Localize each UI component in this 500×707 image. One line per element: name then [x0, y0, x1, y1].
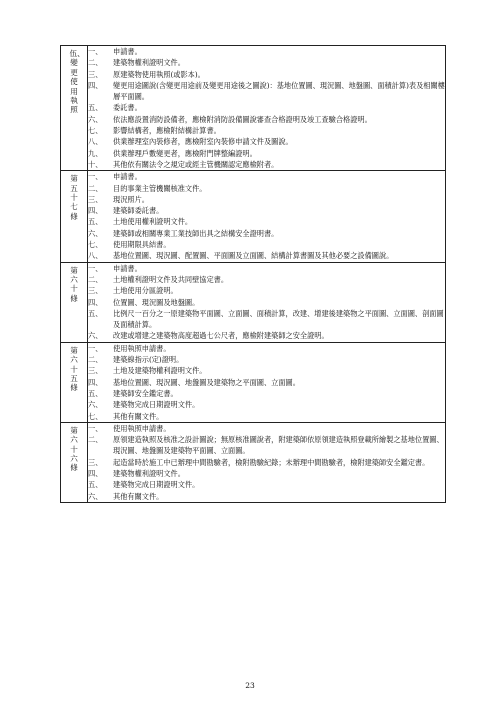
item-text: 申請書。: [113, 263, 142, 273]
item-text: 供業辦理室內裝修者，應檢附室內裝修申請文件及圖說。: [113, 137, 293, 147]
list-item: [88, 69, 445, 80]
list-item: [88, 57, 445, 68]
list-item: [88, 468, 445, 479]
item-text: 土地權利證明文件及共同壁協定書。: [113, 274, 229, 284]
section-row: [61, 171, 446, 262]
item-text: 使用執照申請書。: [113, 343, 171, 353]
item-text: 土地使用分區證明。: [113, 286, 178, 296]
list-item: [88, 159, 445, 170]
list-item: [88, 148, 445, 159]
item-number: 五、: [88, 103, 103, 113]
item-number: 三、: [88, 69, 103, 79]
item-text: 使用執照申請書。: [113, 423, 171, 433]
item-text: 變更用途圖說(含變更用途前及變更用途後之圖說)：基地位置圖、現況圖、地盤圖、面積計算)表及相關樓層平面圖。: [113, 80, 445, 102]
section-label: 第五十七條: [70, 174, 78, 221]
list-item: [88, 365, 445, 376]
list-item: [88, 411, 445, 422]
item-text: 基地位置圖、現況圖、配置圖、平面圖及立面圖、結構計算書圖及其他必要之設備圖說。: [113, 251, 394, 261]
item-text: 土地使用權利證明文件。: [113, 217, 193, 227]
item-number: 一、: [88, 263, 103, 273]
list-item: [88, 377, 445, 388]
item-text: 其他有關文件。: [113, 411, 164, 421]
item-number: 五、: [88, 480, 103, 490]
item-text: 建築師安全鑑定書。: [113, 388, 178, 398]
item-text: 依法應設置消防設備者，應檢附消防設備圖說審查合格證明及竣工查驗合格證明。: [113, 114, 372, 124]
item-number: 一、: [88, 172, 103, 182]
section-row: [61, 262, 446, 342]
item-text: 建築物權利證明文件。: [113, 468, 185, 478]
item-text: 委託書。: [113, 103, 142, 113]
item-number: 三、: [88, 366, 103, 376]
section-label-cell: [61, 422, 88, 502]
item-text: 基地位置圖、現況圖、地盤圖及建築物之平面圖、立面圖。: [113, 377, 300, 387]
list-item: [88, 183, 445, 194]
item-number: 一、: [88, 343, 103, 353]
item-text: 影響結構者，應檢附結構計算書。: [113, 126, 221, 136]
item-text: 建築師或相關專業工業技師出具之結構安全證明書。: [113, 228, 279, 238]
item-text: 現況照片。: [113, 194, 149, 204]
item-text: 原領建造執照及核准之設計圖說；無原核准圖說者，附建築師依原領建造執照登載所繪製之基地位置圖、現況圖、地盤圖及建築物平面圖、立面圖。: [113, 435, 444, 456]
item-number: 七、: [88, 126, 103, 136]
page-number: 23: [245, 681, 255, 690]
item-text: 其他有關文件。: [113, 491, 164, 501]
section-label-cell: [61, 342, 88, 422]
section-content-cell: [88, 171, 446, 262]
list-item: [88, 308, 445, 331]
item-number: 二、: [88, 435, 103, 445]
list-item: [88, 216, 445, 227]
section-row: [61, 342, 446, 422]
section-label-cell: [61, 262, 88, 342]
item-number: 五、: [88, 308, 103, 318]
section-label-cell: [61, 46, 88, 171]
section-row: [61, 422, 446, 502]
item-number: 四、: [88, 297, 103, 307]
item-number: 四、: [88, 468, 103, 478]
list-item: [88, 285, 445, 296]
list-item: [88, 194, 445, 205]
item-number: 五、: [88, 217, 103, 227]
item-number: 三、: [88, 457, 103, 467]
item-text: 目的事業主管機關核准文件。: [113, 183, 207, 193]
item-number: 六、: [88, 331, 103, 341]
item-text: 建築師委託書。: [113, 206, 164, 216]
list-item: [88, 80, 445, 103]
item-text: 申請書。: [113, 172, 142, 182]
item-number: 二、: [88, 355, 103, 365]
section-content-cell: [88, 342, 446, 422]
list-item: [88, 102, 445, 113]
item-number: 六、: [88, 228, 103, 238]
list-item: [88, 171, 445, 182]
item-text: 建築線指示(定)證明。: [113, 355, 184, 365]
list-item: [88, 399, 445, 410]
list-item: [88, 263, 445, 274]
item-number: 三、: [88, 194, 103, 204]
list-item: [88, 228, 445, 239]
list-item: [88, 114, 445, 125]
section-label: 第六十條: [70, 265, 78, 303]
requirements-table: [60, 45, 446, 503]
list-item: [88, 343, 445, 354]
item-number: 四、: [88, 206, 103, 216]
item-number: 七、: [88, 411, 103, 421]
item-text: 使用期限具結書。: [113, 240, 171, 250]
list-item: [88, 239, 445, 250]
item-text: 建築物完成日期證明文件。: [113, 400, 200, 410]
item-number: 六、: [88, 491, 103, 501]
item-number: 二、: [88, 58, 103, 68]
list-item: [88, 479, 445, 490]
item-number: 六、: [88, 400, 103, 410]
item-number: 七、: [88, 240, 103, 250]
list-item: [88, 136, 445, 147]
item-number: 一、: [88, 423, 103, 433]
item-number: 八、: [88, 251, 103, 261]
item-text: 申請書。: [113, 47, 142, 56]
list-item: [88, 388, 445, 399]
list-item: [88, 354, 445, 365]
list-item: [88, 297, 445, 308]
item-number: 六、: [88, 114, 103, 124]
list-item: [88, 423, 445, 434]
item-number: 九、: [88, 148, 103, 158]
section-label: 伍、變更使用執照: [69, 49, 85, 115]
list-item: [88, 330, 445, 341]
list-item: [88, 125, 445, 136]
list-item: [88, 274, 445, 285]
section-row: [61, 46, 446, 171]
item-text: 比例尺一百分之一原建築物平面圖、立面圖、面積計算，改建、增建後建築物之平面圖、立面圖、剖面圖及面積計算。: [113, 308, 444, 330]
list-item: [88, 457, 445, 468]
item-text: 建築物權利證明文件。: [113, 58, 185, 68]
item-number: 三、: [88, 286, 103, 296]
section-content-cell: [88, 422, 446, 502]
section-content-cell: [88, 46, 446, 171]
item-text: 改建或增建之建築物高度超過七公尺者，應檢附建築師之安全證明。: [113, 331, 329, 341]
section-label: 第六十五條: [70, 345, 78, 393]
item-number: 八、: [88, 137, 103, 147]
item-text: 建築物完成日期證明文件。: [113, 480, 200, 490]
item-text: 位置圖、現況圖及地盤圖。: [113, 297, 200, 307]
list-item: [88, 46, 445, 57]
section-label: 第六十六條: [70, 425, 78, 473]
item-text: 原建築物使用執照(或影本)。: [113, 69, 205, 79]
item-number: 二、: [88, 274, 103, 284]
item-text: 供業辦理戶數變更者，應檢附門牌整編證明。: [113, 148, 257, 158]
section-label-cell: [61, 171, 88, 262]
list-item: [88, 434, 445, 457]
item-number: 四、: [88, 377, 103, 387]
list-item: [88, 491, 445, 502]
item-text: 起造當時於施工中已辦理中間勘驗者，檢附勘驗紀錄；未辦理中間勘驗者，檢附建築師安全鑑定書。: [113, 457, 430, 467]
item-number: 四、: [88, 80, 103, 90]
item-number: 二、: [88, 183, 103, 193]
item-number: 五、: [88, 388, 103, 398]
section-content-cell: [88, 262, 446, 342]
item-text: 土地及建築物權利證明文件。: [113, 366, 207, 376]
list-item: [88, 205, 445, 216]
item-number: 一、: [88, 47, 103, 56]
item-text: 其他依有關法令之規定或經主管機關認定應檢附者。: [113, 159, 279, 169]
item-number: 十、: [88, 159, 103, 169]
list-item: [88, 250, 445, 261]
